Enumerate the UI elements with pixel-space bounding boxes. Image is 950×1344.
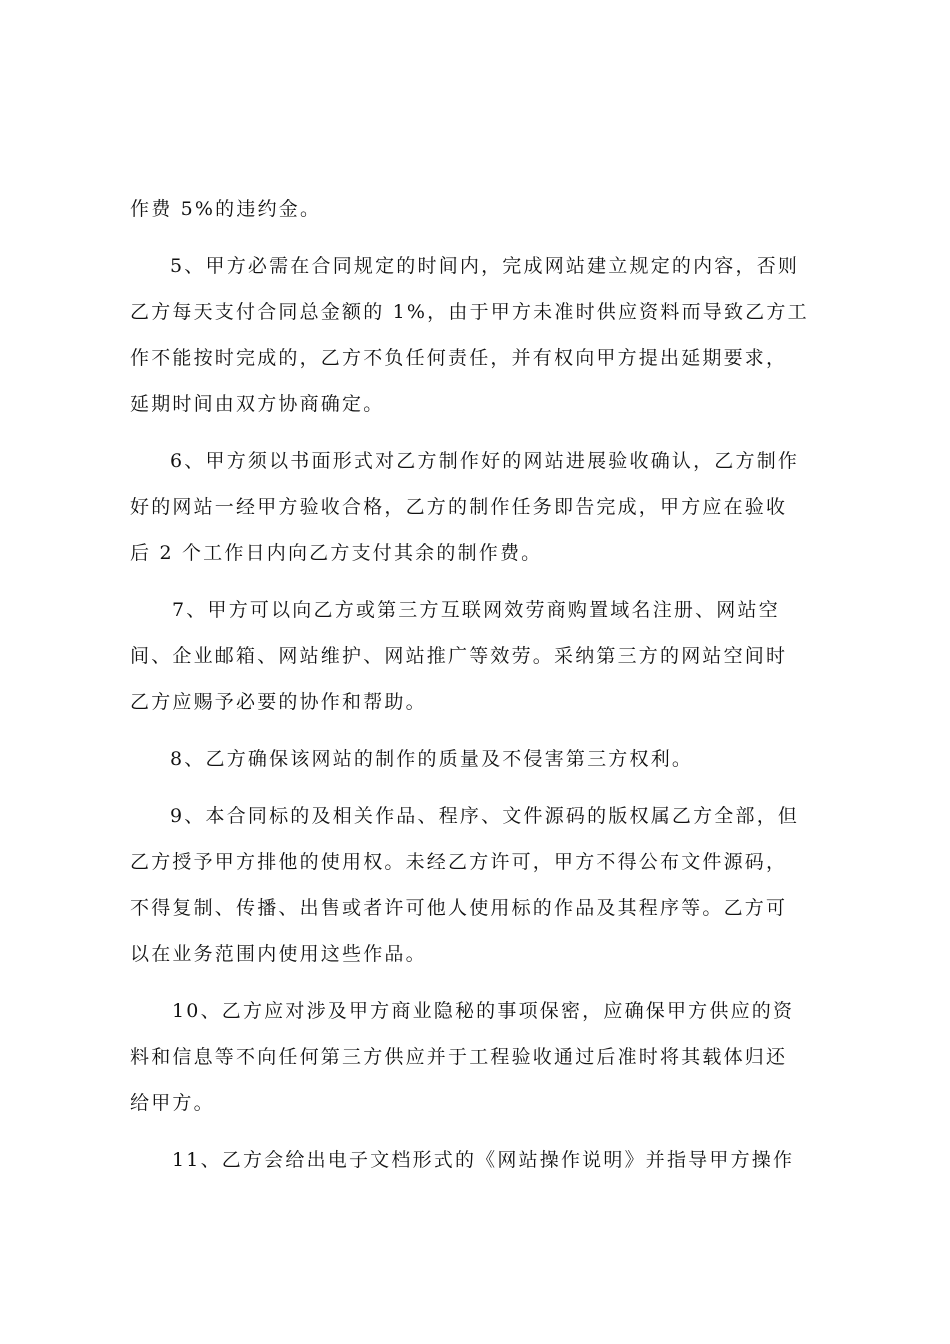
paragraph-4-tail — [130, 186, 830, 232]
text-line: 10、乙方应对涉及甲方商业隐秘的事项保密，应确保甲方供应的资 — [172, 1000, 795, 1022]
paragraph-clause-7 — [130, 587, 830, 725]
text-line: 11、乙方会给出电子文档形式的《网站操作说明》并指导甲方操作 — [172, 1149, 795, 1171]
text-line: 间、企业邮箱、网站维护、网站推广等效劳。采纳第三方的网站空间时 — [130, 645, 788, 667]
text-line: 不得复制、传播、出售或者许可他人使用标的作品及其程序等。乙方可 — [130, 897, 788, 919]
text-line: 作费 5%的违约金。 — [130, 198, 322, 220]
text-line: 9、本合同标的及相关作品、程序、文件源码的版权属乙方全部，但 — [170, 805, 800, 827]
text-line: 乙方应赐予必要的协作和帮助。 — [130, 691, 427, 713]
text-line: 乙方授予甲方排他的使用权。未经乙方许可，甲方不得公布文件源码， — [130, 851, 788, 873]
paragraph-clause-6 — [130, 438, 830, 576]
text-line: 5、甲方必需在合同规定的时间内，完成网站建立规定的内容，否则 — [170, 255, 800, 277]
paragraph-clause-9 — [130, 793, 830, 977]
text-line: 乙方每天支付合同总金额的 1%，由于甲方未准时供应资料而导致乙方工 — [130, 301, 809, 323]
text-line: 给甲方。 — [130, 1092, 215, 1114]
text-line: 7、甲方可以向乙方或第三方互联网效劳商购置域名注册、网站空 — [172, 599, 780, 621]
paragraph-clause-11 — [130, 1137, 830, 1183]
text-line: 后 2 个工作日内向乙方支付其余的制作费。 — [130, 542, 543, 564]
paragraph-clause-8 — [130, 736, 830, 782]
text-line: 6、甲方须以书面形式对乙方制作好的网站进展验收确认，乙方制作 — [170, 450, 800, 472]
text-line: 8、乙方确保该网站的制作的质量及不侵害第三方权利。 — [170, 748, 694, 770]
document-body — [130, 186, 830, 1194]
text-line: 作不能按时完成的，乙方不负任何责任，并有权向甲方提出延期要求， — [130, 347, 788, 369]
paragraph-clause-10 — [130, 988, 830, 1126]
text-line: 以在业务范围内使用这些作品。 — [130, 943, 427, 965]
text-line: 好的网站一经甲方验收合格，乙方的制作任务即告完成，甲方应在验收 — [130, 496, 788, 518]
text-line: 料和信息等不向任何第三方供应并于工程验收通过后准时将其载体归还 — [130, 1046, 788, 1068]
paragraph-clause-5 — [130, 243, 830, 427]
text-line: 延期时间由双方协商确定。 — [130, 393, 385, 415]
